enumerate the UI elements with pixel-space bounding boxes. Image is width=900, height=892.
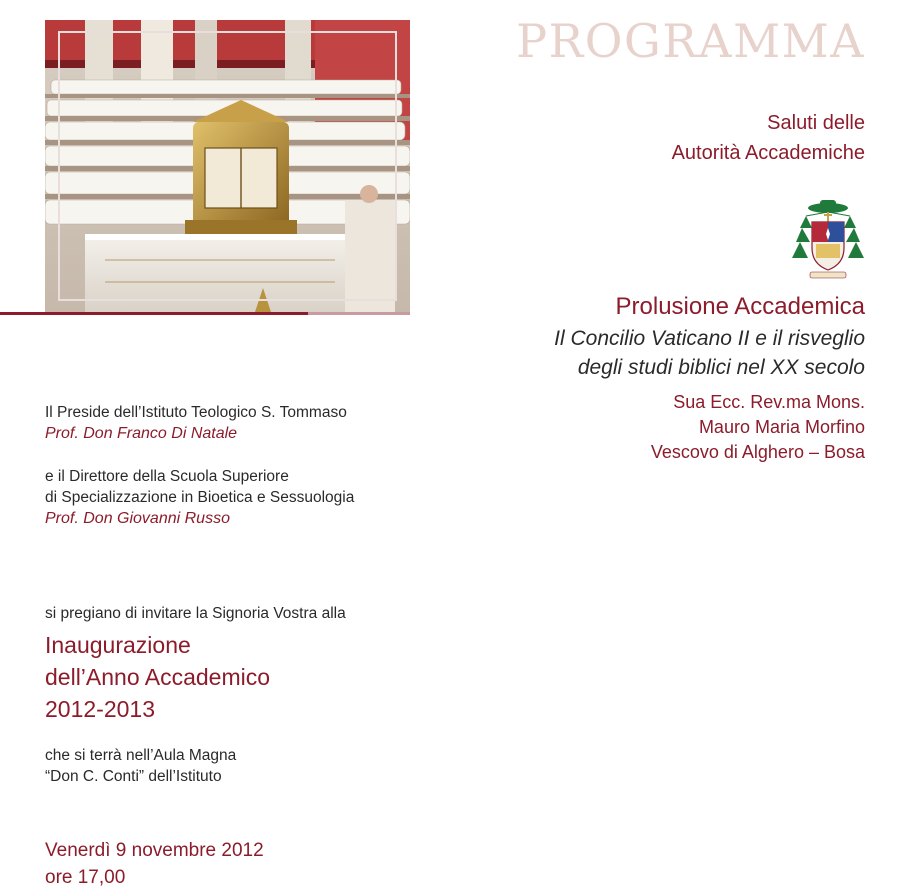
- preside-block: [45, 402, 465, 444]
- saluti-block: [672, 108, 865, 168]
- direttore-block: [45, 466, 465, 529]
- preside-name: Prof. Don Franco Di Natale: [45, 425, 238, 442]
- direttore-role-line-1: e il Direttore della Scuola Superiore: [45, 468, 289, 485]
- event-title-line-2: dell’Anno Accademico: [45, 664, 271, 690]
- direttore-name: Prof. Don Giovanni Russo: [45, 510, 230, 527]
- council-photo: [45, 20, 410, 312]
- event-time: ore 17,00: [45, 867, 126, 888]
- event-year: 2012-2013: [45, 696, 155, 722]
- prolusione-subtitle-line-2: degli studi biblici nel XX secolo: [577, 356, 865, 379]
- accent-rule: [0, 312, 308, 315]
- coat-of-arms-icon: [792, 198, 864, 280]
- saluti-line-2: Autorità Accademiche: [671, 142, 865, 164]
- venue-line-2: “Don C. Conti” dell’Istituto: [45, 768, 222, 785]
- date-block: [45, 837, 465, 891]
- prolusione-subtitle-line-1: Il Concilio Vaticano II e il risveglio: [554, 327, 865, 350]
- venue-block: [45, 745, 465, 787]
- saluti-line-1: Saluti delle: [767, 112, 865, 134]
- invite-line: si pregiano di invitare la Signoria Vostra alla: [45, 605, 346, 622]
- invitation-block: [45, 603, 465, 725]
- speaker-title: Sua Ecc. Rev.ma Mons.: [673, 392, 865, 412]
- speaker-role: Vescovo di Alghero – Bosa: [650, 442, 865, 462]
- direttore-role-line-2: di Specializzazione in Bioetica e Sessuologia: [45, 489, 355, 506]
- speaker-name: Mauro Maria Morfino: [698, 417, 865, 437]
- event-title: [45, 629, 465, 725]
- programme-title: PROGRAMMA: [516, 14, 865, 68]
- preside-role: Il Preside dell’Istituto Teologico S. Tommaso: [45, 404, 347, 421]
- event-date: Venerdì 9 novembre 2012: [45, 840, 264, 861]
- event-title-line-1: Inaugurazione: [45, 632, 191, 658]
- prolusione-title: Prolusione Accademica: [615, 293, 865, 320]
- venue-line-1: che si terrà nell’Aula Magna: [45, 747, 237, 764]
